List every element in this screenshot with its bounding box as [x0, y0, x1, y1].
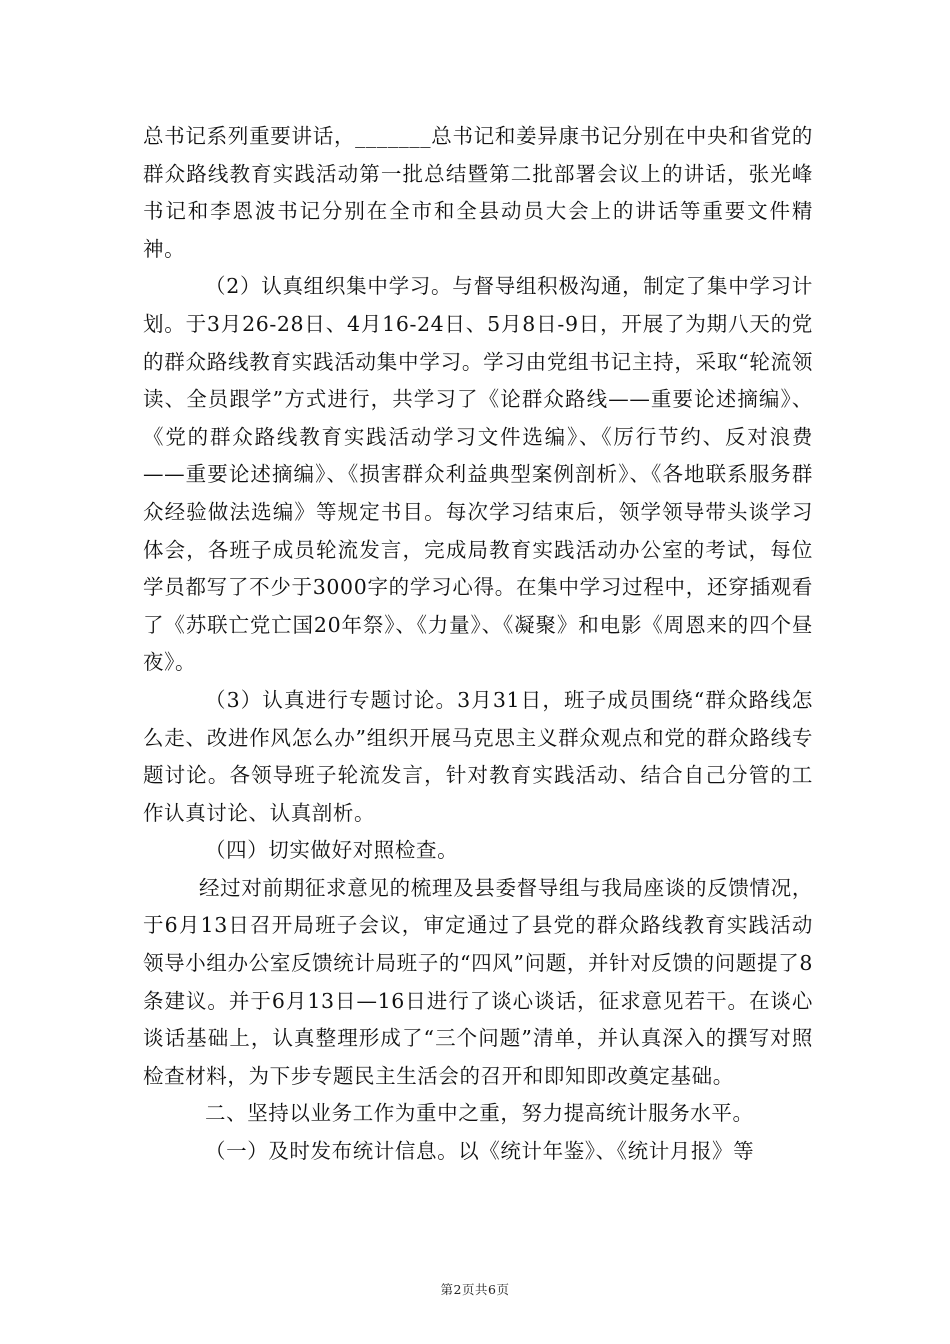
- paragraph-section-two-heading: 二、坚持以业务工作为重中之重，努力提高统计服务水平。: [205, 1101, 754, 1126]
- page-number-footer: 第2页共6页: [440, 1282, 510, 1297]
- paragraph-topic-discussion: （3）认真进行专题讨论。3月31日，班子成员围绕“群众路线怎么走、改进作风怎么办”组织开展马克思主义群众观点和党的群众路线专题讨论。各领导班子轮流发言，针对教育实践活动、结合自己分管的工作认真讨论、认真剖析。: [143, 687, 813, 825]
- paragraph-self-check-details: 经过对前期征求意见的梳理及县委督导组与我局座谈的反馈情况，于6月13日召开局班子会议，审定通过了县党的群众路线教育实践活动领导小组办公室反馈统计局班子的“四风”问题，并针对反馈的问题提了8条建议。并于6月13日—16日进行了谈心谈话，征求意见若干。在谈心谈话基础上，认真整理形成了“三个问题”清单，并认真深入的撰写对照检查材料，为下步专题民主生活会的召开和即知即改奠定基础。: [143, 875, 813, 1088]
- paragraph-continuation: 总书记系列重要讲话，_______总书记和姜异康书记分别在中央和省党的群众路线教育实践活动第一批总结暨第二批部署会议上的讲话，张光峰书记和李恩波书记分别在全市和全县动员大会上的讲话等重要文件精神。: [143, 124, 813, 261]
- document-body: [143, 118, 813, 1171]
- paragraph-publish-info: （一）及时发布统计信息。以《统计年鉴》、《统计月报》等: [205, 1139, 755, 1164]
- paragraph-heading-self-check: （四）切实做好对照检查。: [205, 838, 459, 863]
- paragraph-collective-study: （2）认真组织集中学习。与督导组积极沟通，制定了集中学习计划。于3月26-28日、4月16-24日、5月8日-9日，开展了为期八天的党的群众路线教育实践活动集中学习。学习由党组书记主持，采取“轮流领读、全员跟学”方式进行，共学习了《论群众路线——重要论述摘编》、《党的群众路线教育实践活动学习文件选编》、《厉行节约、反对浪费——重要论述摘编》、《损害群众利益典型案例剖析》、《各地联系服务群众经验做法选编》等规定书目。每次学习结束后，领学领导带头谈学习体会，各班子成员轮流发言，完成局教育实践活动办公室的考试，每位学员都写了不少于3000字的学习心得。在集中学习过程中，还穿插观看了《苏联亡党亡国20年祭》、《力量》、《凝聚》和电影《周恩来的四个昼夜》。: [143, 274, 813, 675]
